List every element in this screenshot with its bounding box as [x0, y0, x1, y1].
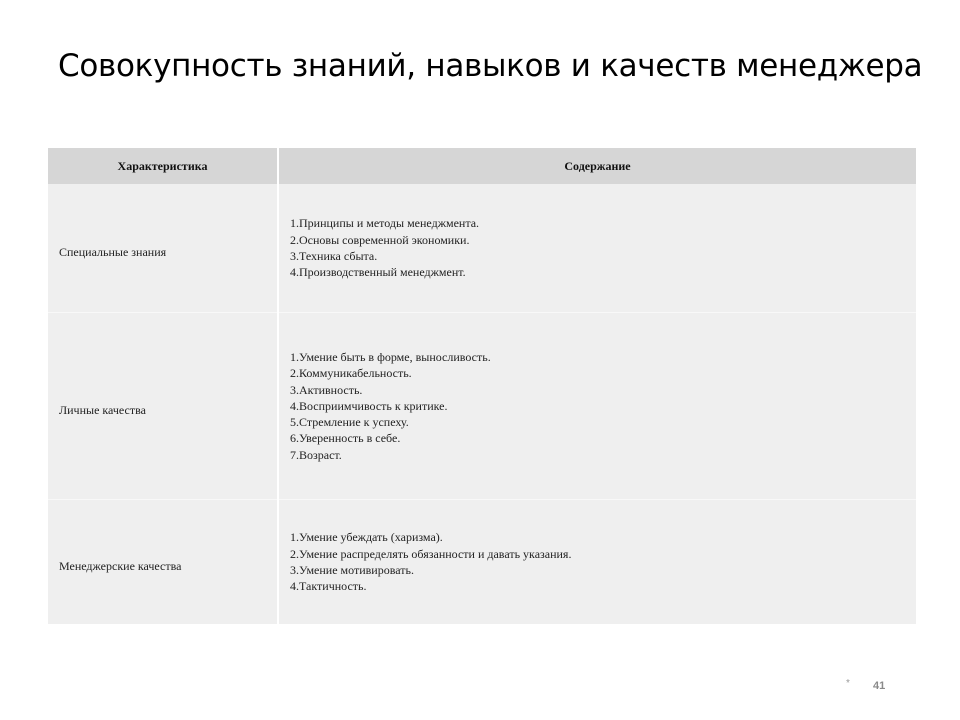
table-header-characteristic: Характеристика [48, 148, 277, 184]
list-item: 3.Активность. [290, 382, 363, 397]
list-item: 4.Восприимчивость к критике. [290, 398, 448, 413]
row-label-managerial-qualities: Менеджерские качества [48, 499, 277, 624]
list-item: 6.Уверенность в себе. [290, 431, 401, 446]
row-content-personal-qualities [279, 312, 916, 499]
qualities-table [48, 148, 914, 624]
table-header-content: Содержание [279, 148, 916, 184]
list-item: 1.Умение убеждать (харизма). [290, 530, 443, 545]
list-item: 2.Основы современной экономики. [290, 232, 470, 247]
list-item: 4.Тактичность. [290, 579, 367, 594]
list-personal-qualities [290, 349, 491, 463]
list-item: 2.Коммуникабельность. [290, 366, 412, 381]
list-item: 5.Стремление к успеху. [290, 415, 409, 430]
list-item: 2.Умение распределять обязанности и давать указания. [290, 546, 572, 561]
row-label-special-knowledge: Специальные знания [48, 184, 277, 312]
list-item: 3.Техника сбыта. [290, 249, 378, 263]
list-item: 4.Производственный менеджмент. [290, 265, 466, 280]
row-label-personal-qualities: Личные качества [48, 312, 277, 499]
row-content-special-knowledge [279, 184, 916, 312]
row-content-managerial-qualities [279, 499, 916, 624]
footer-bullet: * [846, 678, 850, 689]
slide-title: Совокупность знаний, навыков и качеств менеджера [58, 48, 923, 84]
list-managerial-qualities [290, 529, 571, 594]
page-number: 41 [873, 680, 886, 692]
list-item: 7.Возраст. [290, 447, 342, 462]
list-item: 3.Умение мотивировать. [290, 563, 414, 577]
list-item: 1.Умение быть в форме, выносливость. [290, 349, 491, 364]
list-special-knowledge [290, 215, 479, 280]
list-item: 1.Принципы и методы менеджмента. [290, 216, 480, 231]
